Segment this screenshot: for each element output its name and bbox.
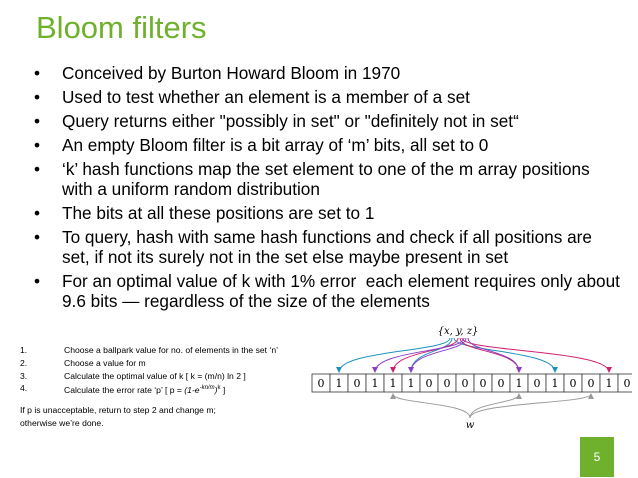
error-formula [184, 385, 217, 395]
bullet-item [34, 159, 624, 199]
bullet-marker: • [34, 135, 41, 155]
bit-array [312, 374, 632, 392]
step-text [64, 382, 225, 397]
step-text-before: Calculate the error rate ‘p’ [ p = [64, 385, 185, 396]
bullet-marker: • [34, 159, 41, 179]
bit-value: 1 [407, 377, 415, 390]
step-number: 4. [20, 383, 28, 394]
bullet-marker: • [34, 203, 41, 223]
bullet-list [34, 63, 624, 315]
formula-k: k [217, 385, 221, 392]
query-arrow [393, 394, 470, 418]
steps-list [20, 344, 278, 397]
bit-value: 0 [353, 377, 361, 390]
bullet-text: To query, hash with same hash functions and check if all positions are set, if not its surely not in the set else maybe present in set [62, 227, 597, 267]
set-label: {x, y, z} [437, 326, 479, 337]
bullet-text: Conceived by Burton Howard Bloom in 1970 [62, 63, 401, 83]
query-arrow [470, 394, 591, 418]
bullet-marker: • [34, 271, 41, 291]
bullet-text: For an optimal value of k with 1% error each element requires only about 9.6 bits — regardless of the size of the elements [62, 271, 625, 311]
bit-value: 0 [533, 377, 541, 390]
bullet-item [34, 203, 624, 223]
bullet-item [34, 87, 624, 107]
bit-value: 0 [497, 377, 505, 390]
bullet-marker: • [34, 227, 41, 247]
bit-value: 0 [443, 377, 451, 390]
note [20, 404, 216, 430]
step-text: Calculate the optimal value of k [ k = (m/n) ln 2 ] [64, 370, 246, 381]
bit-value: 1 [389, 377, 397, 390]
bullet-text: The bits at all these positions are set to 1 [62, 203, 375, 223]
step-text: Choose a ballpark value for no. of elements in the set ‘n’ [64, 345, 279, 355]
bullet-item [34, 271, 624, 311]
step-item [20, 370, 278, 383]
formula-close: ) [214, 385, 218, 396]
bullet-item [34, 135, 624, 155]
bit-value: 1 [371, 377, 379, 390]
page-number-badge [580, 437, 614, 477]
bit-value: 0 [623, 377, 631, 390]
bit-value: 1 [551, 377, 559, 390]
bit-value: 1 [605, 377, 613, 390]
bullet-item [34, 111, 624, 131]
step-number: 2. [20, 357, 28, 368]
bit-value: 0 [479, 377, 487, 390]
query-label: w [465, 420, 475, 431]
bullet-text: Query returns either "possibly in set" or "definitely not in set“ [62, 111, 519, 131]
bullet-text: An empty Bloom filter is a bit array of ‘m’ bits, all set to 0 [62, 135, 489, 155]
bullet-text: Used to test whether an element is a member of a set [62, 87, 470, 107]
formula-base: (1-e [184, 385, 200, 396]
step-item [20, 344, 278, 357]
bit-value: 0 [569, 377, 577, 390]
bit-value: 0 [461, 377, 469, 390]
hash-arrow [375, 338, 464, 372]
step-item [20, 382, 278, 397]
formula-exponent: -kn/m [199, 385, 215, 392]
bullet-item [34, 227, 624, 267]
bit-value: 1 [515, 377, 523, 390]
hash-arrow [411, 338, 452, 372]
bloom-filter-diagram [300, 322, 632, 432]
bullet-item [34, 63, 624, 83]
step-item [20, 357, 278, 370]
bit-value: 0 [317, 377, 325, 390]
bullet-marker: • [34, 63, 41, 83]
bullet-text: ‘k’ hash functions map the set element to one of the m array positions with a uniform random distribution [62, 159, 595, 199]
step-text-after: ] [220, 385, 226, 396]
bullet-marker: • [34, 87, 41, 107]
bullet-marker: • [34, 111, 41, 131]
bit-value: 0 [425, 377, 433, 390]
page-number: 5 [593, 450, 601, 464]
step-text: Choose a value for m [64, 357, 146, 368]
slide-title: Bloom filters [36, 10, 207, 45]
step-number: 3. [20, 370, 28, 381]
step-number: 1. [20, 345, 28, 355]
bit-value: 1 [335, 377, 343, 390]
hash-arrow [462, 338, 609, 372]
hash-arrow [411, 338, 466, 372]
note-line: otherwise we’re done. [20, 417, 104, 428]
hash-arrow [468, 338, 519, 372]
bit-value: 0 [587, 377, 595, 390]
note-line: If p is unacceptable, return to step 2 and change m; [20, 405, 216, 415]
